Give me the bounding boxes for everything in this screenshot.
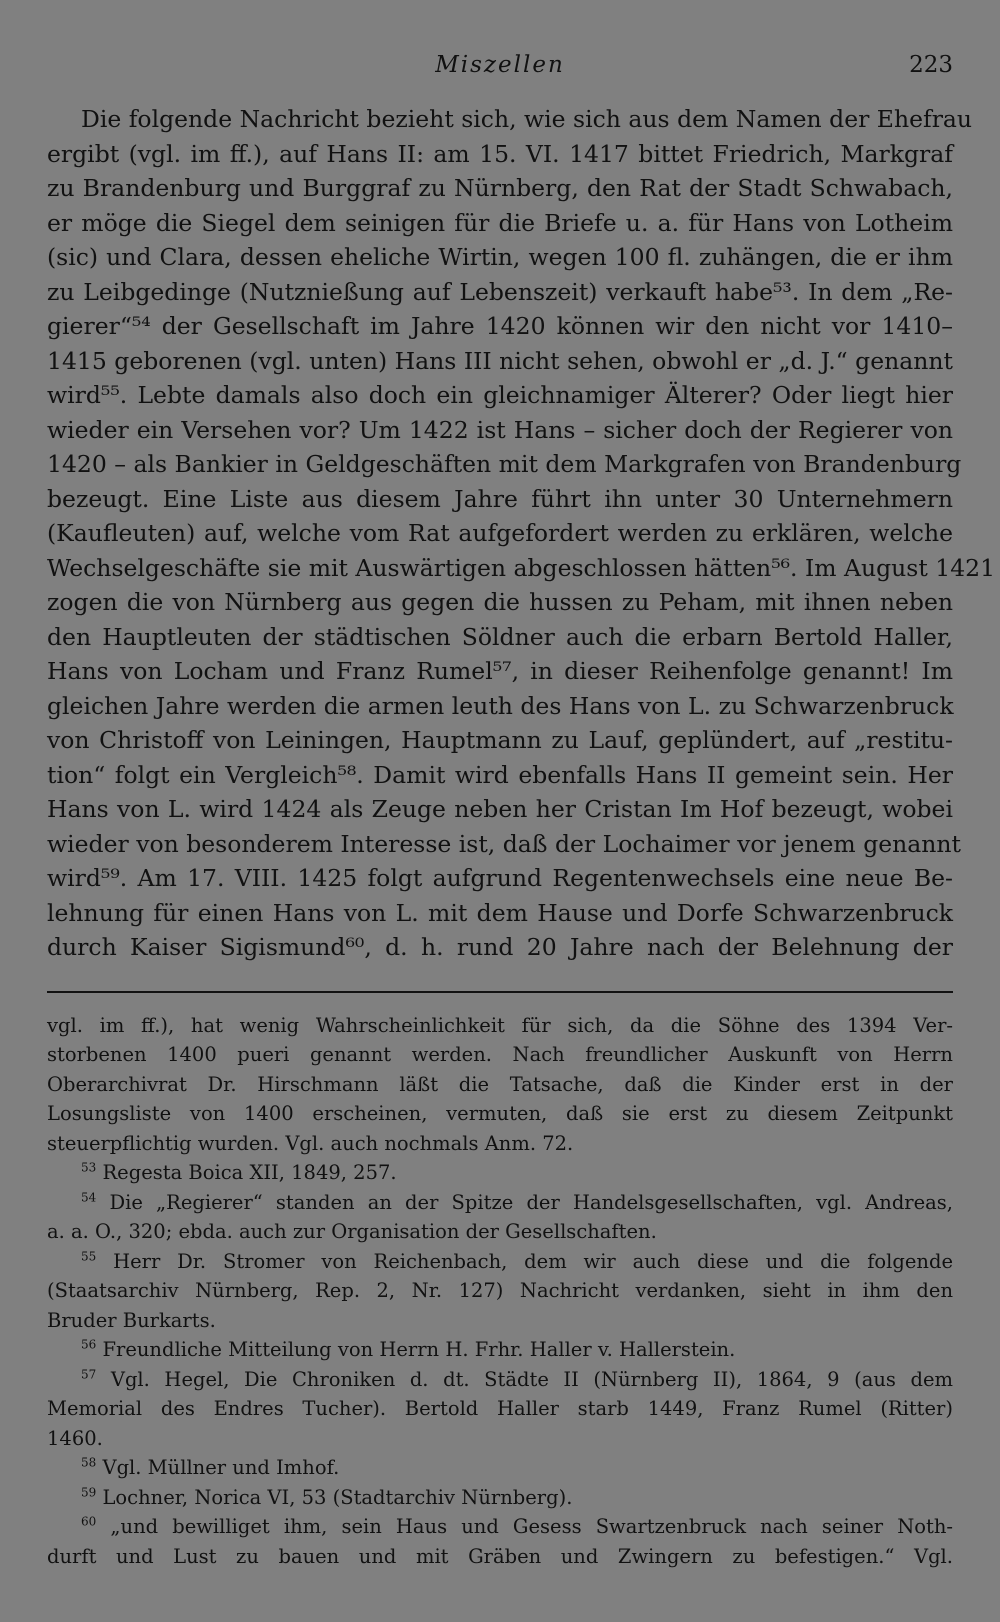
text-line: zogen die von Nürnberg aus gegen die hussen zu Peham, mit ihnen neben (47, 588, 953, 616)
text-line: wird⁵⁵. Lebte damals also doch ein gleichnamiger Älterer? Oder liegt hier (47, 381, 953, 409)
footnote-text: „und bewilliget ihm, sein Haus und Gesess Swartzenbruck nach seiner Noth- (110, 1515, 953, 1538)
text-line: lehnung für einen Hans von L. mit dem Hause und Dorfe Schwarzenbruck (47, 898, 953, 927)
footnote-number: 55 (81, 1249, 97, 1263)
footnote-text: Regesta Boica XII, 1849, 257. (102, 1161, 397, 1184)
footnote-number: 60 (81, 1514, 97, 1529)
footnote-text: Vgl. Hegel, Die Chroniken d. dt. Städte II (Nürnberg II), 1864, 9 (aus dem (110, 1367, 953, 1391)
page (47, 52, 996, 1571)
text-line: er möge die Siegel dem seinigen für die Briefe u. a. für Hans von Lotheim (47, 208, 953, 237)
footnotes (47, 1011, 953, 1572)
text-line: Wechselgeschäfte sie mit Auswärtigen abgeschlossen hätten⁵⁶. Im August 1421 (47, 553, 996, 582)
text-line: durch Kaiser Sigismund⁶⁰, d. h. rund 20 Jahre nach der Belehnung der (47, 933, 953, 961)
text-line: ergibt (vgl. im ff.), auf Hans II: am 15. VI. 1417 bittet Friedrich, Markgraf (47, 139, 953, 168)
footnote-number: 53 (81, 1160, 97, 1175)
text-line: den Hauptleuten der städtischen Söldner auch die erbarn Bertold Haller, (47, 622, 953, 651)
text-line: wieder von besonderem Interesse ist, daß der Lochaimer vor jenem genannt (47, 829, 961, 858)
text-line: bezeugt. Eine Liste aus diesem Jahre führt ihn unter 30 Unternehmern (47, 484, 953, 513)
footnote-60 (47, 1512, 953, 1542)
text-line: Hans von Locham und Franz Rumel⁵⁷, in dieser Reihenfolge genannt! Im (47, 657, 953, 685)
footnote-57-line: 1460. (47, 1426, 103, 1450)
text-line: 1415 geborenen (vgl. unten) Hans III nicht sehen, obwohl er „d. J.“ genannt (47, 346, 953, 375)
footnote-continuation-line: vgl. im ff.), hat wenig Wahrscheinlichkeit für sich, da die Söhne des 1394 Ver- (47, 1013, 953, 1037)
footnote-number: 54 (81, 1190, 97, 1204)
footnote-continuation-line: steuerpflichtig wurden. Vgl. auch nochmals Anm. 72. (47, 1131, 574, 1155)
footnote-text: Vgl. Müllner und Imhof. (102, 1456, 340, 1479)
running-title: Miszellen (435, 52, 565, 78)
footnote-54 (47, 1188, 953, 1218)
footnote-text: Herr Dr. Stromer von Reichenbach, dem wir auch diese und die folgende (113, 1249, 953, 1273)
footnote-56 (47, 1335, 953, 1365)
footnote-59 (47, 1483, 953, 1513)
footnote-text: Freundliche Mitteilung von Herrn H. Frhr. Haller v. Hallerstein. (102, 1338, 736, 1361)
running-head (47, 52, 953, 92)
page-number: 223 (909, 52, 953, 78)
text-line: (Kaufleuten) auf, welche vom Rat aufgefordert werden zu erklären, welche (47, 519, 953, 547)
text-line: von Christoff von Leiningen, Hauptmann zu Lauf, geplündert, auf „restitu- (47, 726, 953, 754)
text-line: tion“ folgt ein Vergleich⁵⁸. Damit wird ebenfalls Hans II gemeint sein. Her (47, 760, 953, 789)
text-line: wird⁵⁹. Am 17. VIII. 1425 folgt aufgrund Regentenwechsels eine neue Be- (47, 864, 953, 892)
footnote-55-line: (Staatsarchiv Nürnberg, Rep. 2, Nr. 127) Nachricht verdanken, sieht in ihm den (47, 1279, 953, 1302)
footnote-58 (47, 1453, 953, 1483)
footnote-continuation-line: storbenen 1400 pueri genannt werden. Nach freundlicher Auskunft von Herrn (47, 1043, 953, 1066)
footnote-number: 58 (81, 1455, 97, 1470)
text-line: wieder ein Versehen vor? Um 1422 ist Hans – sicher doch der Regierer von (47, 415, 953, 444)
main-text (47, 102, 996, 965)
footnote-text: Lochner, Norica VI, 53 (Stadtarchiv Nürnberg). (102, 1485, 573, 1509)
footnote-53 (47, 1158, 953, 1188)
footnote-separator (47, 991, 953, 993)
footnote-text: Die „Regierer“ standen an der Spitze der Handelsgesellschaften, vgl. Andreas, (109, 1190, 954, 1214)
text-line: gleichen Jahre werden die armen leuth des Hans von L. zu Schwarzenbruck (47, 691, 954, 720)
text-line: zu Brandenburg und Burggraf zu Nürnberg, den Rat der Stadt Schwabach, (47, 174, 953, 202)
text-line: Hans von L. wird 1424 als Zeuge neben her Cristan Im Hof bezeugt, wobei (47, 795, 953, 823)
text-line: zu Leibgedinge (Nutznießung auf Lebenszeit) verkauft habe⁵³. In dem „Re- (47, 277, 953, 306)
footnote-54-line: a. a. O., 320; ebda. auch zur Organisation der Gesellschaften. (47, 1220, 657, 1243)
text-line: gierer“⁵⁴ der Gesellschaft im Jahre 1420 können wir den nicht vor 1410– (47, 312, 953, 340)
footnote-55-line: Bruder Burkarts. (47, 1308, 216, 1332)
footnote-continuation-line: Oberarchivrat Dr. Hirschmann läßt die Tatsache, daß die Kinder erst in der (47, 1072, 953, 1096)
footnote-55 (47, 1247, 953, 1277)
footnote-number: 56 (81, 1337, 97, 1352)
text-line: 1420 – als Bankier in Geldgeschäften mit dem Markgrafen von Brandenburg (47, 450, 962, 478)
footnote-57 (47, 1365, 953, 1395)
text-line: Die folgende Nachricht bezieht sich, wie sich aus dem Namen der Ehefrau (81, 105, 973, 133)
footnote-60-line: durft und Lust zu bauen und mit Gräben und Zwingern zu befestigen.“ Vgl. (47, 1544, 953, 1568)
footnote-number: 59 (81, 1485, 97, 1499)
footnote-continuation-line: Losungsliste von 1400 erscheinen, vermuten, daß sie erst zu diesem Zeitpunkt (47, 1102, 953, 1125)
footnote-number: 57 (81, 1367, 97, 1381)
text-line: (sic) und Clara, dessen eheliche Wirtin, wegen 100 fl. zuhängen, die er ihm (47, 243, 953, 271)
footnote-57-line: Memorial des Endres Tucher). Bertold Haller starb 1449, Franz Rumel (Ritter) (47, 1397, 953, 1420)
